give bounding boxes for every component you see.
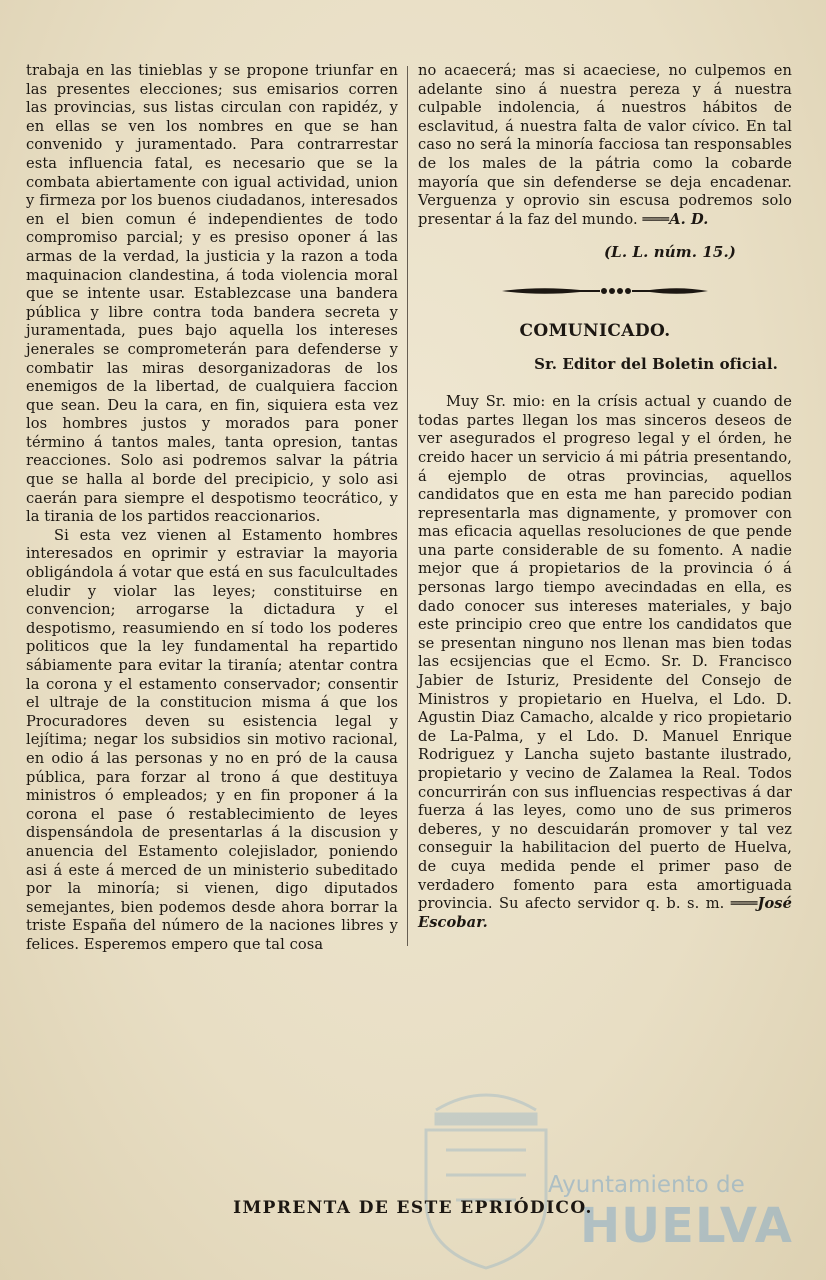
section-title: COMUNICADO.: [519, 320, 671, 341]
article-source: (L. L. núm. 15.): [603, 243, 736, 262]
letter-body: [418, 393, 792, 932]
watermark-line-2: HUELVA: [580, 1198, 793, 1254]
letter-signature: ═══José Escobar.: [418, 895, 792, 931]
letter-salutation: Sr. Editor del Boletin oficial.: [534, 354, 778, 373]
article-continuation: [418, 62, 792, 229]
letter-body-text: Muy Sr. mio: en la crísis actual y cuando de todas partes llegan los mas sinceros deseos de ver asegurados el progreso legal y el órden, he creido hacer un servicio á mi pátria presentando, á ejemplo de otras provincias, aquellos candidatos que en esta me han parecido podian representarla mas dignamente, y promover con mas eficacia aquellas resoluciones de que pende una parte considerable de su fomento. A nadie mejor que á propietarios de la provincia ó á personas largo tiempo avecindadas en ella, es dado conocer sus intereses materiales, y bajo este principio creo que entre los candidatos que se presentan ninguno nos llenan mas bien todas las ecsijencias que el Ecmo. Sr. D. Francisco Jabier de Isturiz, Presidente del Consejo de Ministros y propietario en Huelva, el Ldo. D. Agustin Diaz Camacho, alcalde y rico propietario de La-Palma, y el Ldo. D. Manuel Enrique Rodriguez y Lancha sujeto bastante ilustrado, propietario y vecino de Zalamea la Real. Todos concurrirán con sus influencias respectivas á dar fuerza á las leyes, como uno de sus primeros deberes, y no descuidarán promover y tal vez conseguir la habilitacion del puerto de Huelva, de cuya medida pende el primer paso de verdadero fomento para esta amortiguada provincia. Su afecto servidor q. b. s. m.: [418, 393, 792, 913]
left-paragraph-1: trabaja en las tinieblas y se propone triunfar en las presentes elecciones; sus emisarios corren las provincias, sus listas circulan con rapidéz, y en ellas se ven los nombres en que se han convenido y juramentado. Para contrarrestar esta influencia fatal, es necesario que se la combata abiertamente con igual actividad, union y firmeza por los buenos ciudadanos, interesados en el bien comun é independientes de todo compromiso parcial; y es presiso oponer á las armas de la verdad, la justicia y la razon a toda maquinacion clandestina, á toda violencia moral que se intente usar. Establezcase una bandera pública y libre contra toda bandera secreta y juramentada, pues bajo aquella los intereses jenerales se comprometerán para defenderse y combatir las miras desorganizadoras de los enemigos de la libertad, de cualquiera faccion que sean. Deu la cara, en fin, siquiera esta vez los hombres justos y morados para poner término á tantos males, tanta opresion, tantas reacciones. Solo asi podremos salvar la pátria que se halla al borde del precipicio, y solo asi caerán para siempre el despotismo teocrático, y la tirania de los partidos reaccionarios.: [26, 62, 398, 526]
ornamental-rule-icon: [418, 284, 792, 298]
watermark-line-1: Ayuntamiento de: [548, 1172, 745, 1198]
left-column: [26, 62, 398, 955]
column-divider: [407, 66, 408, 946]
left-paragraph-2: Si esta vez vienen al Estamento hombres interesados en oprimir y estraviar la mayoria obligándola á votar que está en sus faculcultades eludir y violar las leyes; constituirse en convencion; arrogarse la dictadura y el despotismo, reasumiendo en sí todo los poderes politicos que la ley fundamental ha repartido sábiamente para evitar la tiranía; atentar contra la corona y el estamento conservador; consentir el ultraje de la constitucion misma á que los Procuradores deven su esistencia legal y lejítima; negar los subsidios sin motivo racional, en odio á las personas y no en pró de la causa pública, para forzar al trono á que destituya ministros ó empleados; y en fin proponer á la corona el pase ó restablecimiento de leyes dispensándola de presentarlas á la discusion y anuencia del Estamento colejislador, poniendo asi á este á merced de un ministerio subeditado por la minoría; si vienen, digo diputados semejantes, bien podemos desde ahora borrar la triste España del número de la naciones libres y felices. Esperemos empero que tal cosa: [26, 526, 398, 953]
right-column: [418, 62, 792, 932]
article-signoff: ═══A. D.: [642, 210, 709, 228]
imprint-footer: IMPRENTA DE ESTE EPRIÓDICO.: [233, 1198, 593, 1218]
article-continuation-text: no acaecerá; mas si acaeciese, no culpemos en adelante sino á nuestra pereza y á nuestra culpable indolencia, á nuestros hábitos de esclavitud, á nuestra falta de valor cívico. En tal caso no será la minoría facciosa tan responsables de los males de la pátria como la cobarde mayoría que sin defenderse se deja encadenar. Verguenza y oprovio sin escusa podremos solo presentar á la faz del mundo.: [418, 62, 792, 228]
